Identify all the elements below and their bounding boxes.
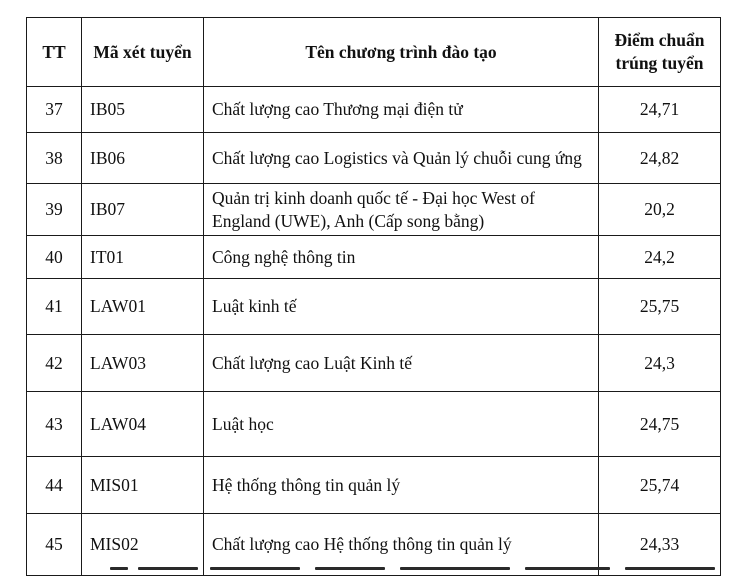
row-code: IB07 [82,184,204,236]
header-code: Mã xét tuyển [82,18,204,87]
row-code: MIS02 [82,514,204,576]
row-score: 24,33 [599,514,721,576]
row-code: MIS01 [82,457,204,514]
row-program: Chất lượng cao Hệ thống thông tin quản lý [204,514,599,576]
cropped-glyph-fragment [110,567,128,570]
row-score: 24,3 [599,335,721,392]
row-code: IB05 [82,87,204,133]
table-row [27,184,721,236]
row-score: 25,74 [599,457,721,514]
cropped-glyph-fragment [525,567,610,570]
row-code: LAW01 [82,279,204,335]
table-row [27,87,721,133]
row-program: Luật học [204,392,599,457]
cropped-glyph-fragment [625,567,715,570]
table-row [27,236,721,279]
table-header [27,18,721,87]
row-program: Chất lượng cao Luật Kinh tế [204,335,599,392]
table-row [27,392,721,457]
row-score: 24,71 [599,87,721,133]
row-score: 24,75 [599,392,721,457]
row-tt: 42 [27,335,82,392]
row-program: Công nghệ thông tin [204,236,599,279]
row-code: LAW04 [82,392,204,457]
cropped-glyph-fragment [138,567,198,570]
table-row [27,457,721,514]
cropped-glyph-fragment [315,567,385,570]
row-code: LAW03 [82,335,204,392]
row-tt: 39 [27,184,82,236]
row-program: Chất lượng cao Logistics và Quản lý chuỗi cung ứng [204,133,599,184]
row-code: IB06 [82,133,204,184]
row-tt: 38 [27,133,82,184]
cropped-text-line [110,567,730,581]
row-tt: 37 [27,87,82,133]
row-tt: 43 [27,392,82,457]
row-program: Chất lượng cao Thương mại điện tử [204,87,599,133]
row-tt: 45 [27,514,82,576]
row-tt: 40 [27,236,82,279]
header-tt: TT [27,18,82,87]
row-tt: 41 [27,279,82,335]
table-row [27,133,721,184]
header-score: Điểm chuẩn trúng tuyển [599,18,721,87]
row-tt: 44 [27,457,82,514]
row-program: Hệ thống thông tin quản lý [204,457,599,514]
row-score: 25,75 [599,279,721,335]
row-program: Quản trị kinh doanh quốc tế - Đại học West of England (UWE), Anh (Cấp song bằng) [204,184,599,236]
header-program: Tên chương trình đào tạo [204,18,599,87]
table-row [27,279,721,335]
row-score: 24,82 [599,133,721,184]
row-score: 24,2 [599,236,721,279]
row-program: Luật kinh tế [204,279,599,335]
cropped-glyph-fragment [210,567,300,570]
cropped-glyph-fragment [400,567,510,570]
table-row [27,335,721,392]
row-code: IT01 [82,236,204,279]
row-score: 20,2 [599,184,721,236]
header-row [27,18,721,87]
admission-score-table [26,17,721,576]
table-body [27,87,721,576]
